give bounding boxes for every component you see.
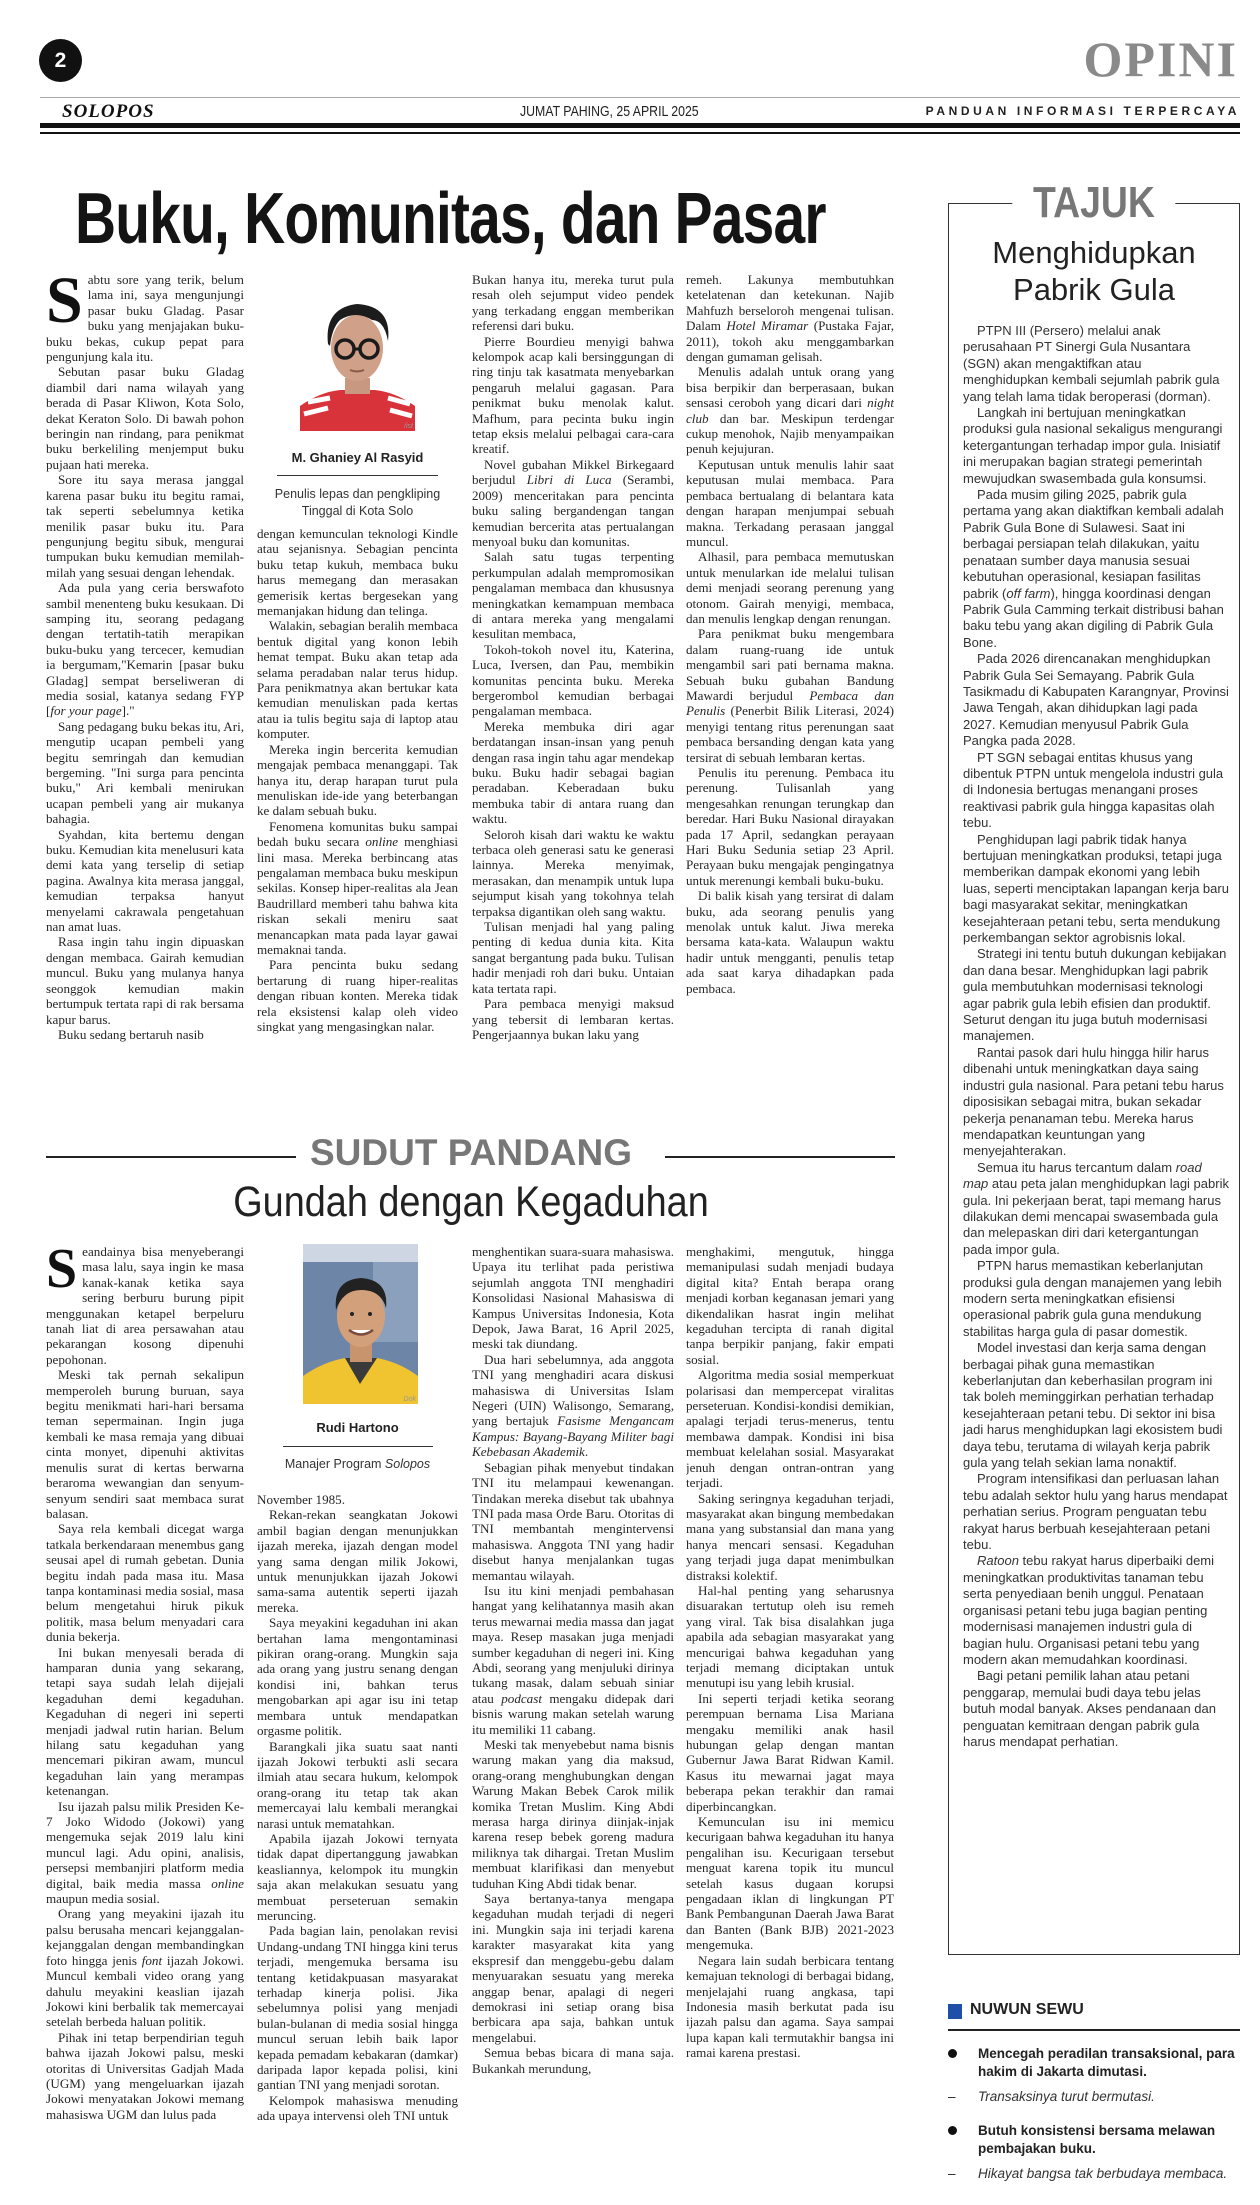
dash-icon: – bbox=[948, 2089, 956, 2104]
italic-text: podcast bbox=[501, 1690, 542, 1706]
paragraph bbox=[963, 323, 1229, 405]
text-run: remeh. Lakunya membutuhkan ketelatenan dan ketekunan. Najib Mahfuzh berseloroh mengenai tulisan. Dalam bbox=[686, 272, 894, 334]
paragraph bbox=[257, 618, 458, 741]
paragraph bbox=[46, 1799, 244, 1907]
text-run: dan bar. Meskipun terdengar cukup menohok, Najib menyampaikan penuh kejujuran. bbox=[686, 410, 894, 457]
photo-credit: /ist bbox=[404, 423, 413, 430]
text-run: ]." bbox=[121, 703, 135, 719]
paragraph bbox=[472, 719, 674, 827]
text-run: Pierre Bourdieu menyigi bahwa kelompok acap kali bersinggungan di ring tinju tak kasatmata menyebarkan pengaruh melalui gagasan. Para penikmat buku menolak kalut. Mafhum, para pecinta buku ingin tetap eksis melalui pelbagai cara-cara kreatif. bbox=[472, 333, 674, 457]
editorial-label: TAJUK bbox=[1012, 180, 1175, 226]
paragraph bbox=[472, 2045, 674, 2076]
text-run: Meski tak pernah sekalipun memperoleh burung buruan, saya begitu menikmati hari-hari bersama teman sepermainan. Ingin juga kembali ke masa remaja yang dibuai cinta monyet, dipenuhi aktivitas menulis surat di kertas berwarna beraroma wewangian dan senyum-senyum sendiri saat membaca surat balasan. bbox=[46, 1367, 244, 1521]
text-run: eandainya bisa menyeberangi masa lalu, saya ingin ke masa kanak-kanak ketika saya sering berburu burung pipit menggunakan ketapel berpeluru tanah liat di area persawahan atau pekarangan kosong dipenuhi pepohonan. bbox=[46, 1244, 244, 1367]
italic-text: Hotel Miramar bbox=[726, 318, 809, 334]
paragraph bbox=[472, 919, 674, 996]
paragraph bbox=[686, 626, 894, 765]
divider bbox=[40, 97, 1240, 98]
paragraph bbox=[963, 1553, 1229, 1668]
divider bbox=[665, 1156, 895, 1158]
text-run: Alhasil, para pembaca memutuskan untuk menularkan ide melalui tulisan demi menjadi seorang perenung yang otonom. Gairah menyigi, membaca, dan menulis lengkap dengan renungan. bbox=[686, 549, 894, 626]
drop-cap: S bbox=[46, 1244, 78, 1300]
text-run: Pada musim giling 2025, pabrik gula pertama yang akan diaktifkan kembali adalah Pabrik Gula Bone di Sulawesi. Saat ini berbagai persiapan telah dilakukan, yaitu penataan sumber daya manusia sesuai kebutuhan operasional, kesiapan fasilitas pabrik ( bbox=[963, 487, 1224, 601]
text-run: abtu sore yang terik, belum lama ini, saya mengunjungi pasar buku Gladag. Pasar buku yang menjajakan buku-buku bekas, cukup pepat para pengunjung kala itu. bbox=[46, 272, 244, 365]
paragraph bbox=[686, 1367, 894, 1490]
paragraph bbox=[472, 457, 674, 549]
paragraph bbox=[257, 819, 458, 958]
italic-text: off farm bbox=[1006, 585, 1051, 601]
nuwun-sewu-reply: – Transaksinya turut bermutasi. bbox=[948, 2089, 1155, 2104]
text-run: Saking seringnya kegaduhan terjadi, masyarakat akan bingung membedakan mana yang substansial dan mana yang hanya mencari sensasi. Kegaduhan yang terjadi juga dapat menimbulkan distraksi kolektif. bbox=[686, 1490, 894, 1583]
text-run: Barangkali jika suatu saat nanti ijazah Jokowi terbukti asli secara ilmiah atau secara hukum, kelompok orang-orang itu tetap tak akan memercayai lalu kembali merangkai narasi untuk mematahkan. bbox=[257, 1738, 458, 1831]
divider bbox=[46, 1156, 296, 1158]
paragraph bbox=[46, 1906, 244, 2029]
paragraph bbox=[686, 765, 894, 888]
paragraph bbox=[257, 1831, 458, 1923]
dash-icon: – bbox=[948, 2166, 956, 2181]
bullet-icon bbox=[948, 2049, 957, 2058]
text-run: Salah satu tugas terpenting perkumpulan adalah mempromosikan pengalaman membaca dan khususnya meningkatkan kemampuan membaca di antara mereka yang mengalami kesulitan membaca, bbox=[472, 549, 674, 642]
text-run: (Serambi, 2009) menceritakan para pencinta buku saling bergandengan tangan kemudian bercerita atas pertualangan menyoal buku dan komunitas. bbox=[472, 472, 674, 549]
paragraph bbox=[963, 1471, 1229, 1553]
text-run: menghakimi, mengutuk, hingga memanipulasi sudah menjadi budaya digital kita? Entah berapa orang menjadi korban keganasan jemari yang dikendalikan hasrat ingin melihat kegaduhan tercipta di ranah digital tanpa berpikir panjang, fakir empati sosial. bbox=[686, 1244, 894, 1367]
text-run: Tulisan menjadi hal yang paling penting di kedua dunia kita. Kita sangat bergantung pada buku. Tulisan hadir menjadi roh dari buku. Untaian kata tertata rapi. bbox=[472, 919, 674, 996]
text-run: Keputusan untuk menulis lahir saat keputusan mulai membaca. Para pembaca bertualang di belantara kata dengan harapan menjumpai sebuah makna. Terkadang perasaan janggal muncul. bbox=[686, 456, 894, 549]
text-run: Pada 2026 direncanakan menghidupkan Pabrik Gula Sei Semayang. Pabrik Gula Tasikmadu di Kabupaten Karangnyar, Provinsi Jawa Tengah, akan dihidupkan lagi pada 2027. Kemudian menyusul Pabrik Gula Pangka pada 2028. bbox=[963, 651, 1229, 749]
nuwun-sewu-item bbox=[948, 2122, 1240, 2158]
divider bbox=[948, 2029, 1240, 2031]
nuwun-sewu-statement: Mencegah peradilan transaksional, para hakim di Jakarta dimutasi. bbox=[978, 2046, 1235, 2079]
italic-text: online bbox=[365, 834, 399, 850]
author-portrait-icon bbox=[303, 1244, 418, 1404]
text-run: PTPN III (Persero) melalui anak perusahaan PT Sinergi Gula Nusantara (SGN) akan mengaktifkan atau menghidupkan kembali sejumlah pabrik gula yang telah lama tidak beroperasi (dorman). bbox=[963, 323, 1220, 404]
text-run: . bbox=[584, 1444, 589, 1460]
text-run: Bukan hanya itu, mereka turut pula resah oleh sejumput video pendek yang terkadang enggan memberikan referensi dari buku. bbox=[472, 272, 674, 334]
text-run: Mereka ingin bercerita kemudian mengajak pembaca menanggapi. Tak hanya itu, derap harapan turut pula menuliskan ide-ide yang beterbangan ke dalam sebuah buku. bbox=[257, 741, 458, 819]
paragraph bbox=[257, 1615, 458, 1738]
nuwun-sewu-statement: Butuh konsistensi bersama melawan pembajakan buku. bbox=[978, 2123, 1216, 2156]
paragraph bbox=[686, 1814, 894, 1953]
text-run: ijazah Jokowi. Muncul kembali video orang yang dahulu meyakini keaslian ijazah Jokowi kini berbalik tak memercayai setelah berbeda haluan politik. bbox=[46, 1952, 244, 2030]
paragraph bbox=[686, 549, 894, 626]
paragraph bbox=[46, 364, 244, 472]
paragraph bbox=[963, 405, 1229, 487]
italic-text: road map bbox=[963, 1159, 1202, 1192]
paragraph bbox=[46, 934, 244, 1026]
text-run: Negara lain sudah berbicara tentang kemajuan teknologi di berbagai bidang, menjelajahi ruang angkasa, tapi Indonesia masih berkutat pada isu ijazah palsu dan agama. Saya sampai lupa kapan kali termutakhir bangsa ini ramai karena prestasi. bbox=[686, 1952, 894, 2061]
paragraph bbox=[686, 457, 894, 549]
text-run: Sebagian pihak menyebut tindakan TNI itu melampaui kewenangan. Tindakan mereka disebut tak ubahnya TNI pada masa Orde Baru. Otoritas di TNI membantah mengintervensi mahasiswa. Anggota TNI yang hadir disebut hanya menjalankan tugas memantau wilayah. bbox=[472, 1459, 674, 1583]
paragraph bbox=[46, 1367, 244, 1521]
text-run: ), hingga koordinasi dengan Pabrik Gula Camming terkait distribusi bahan baku tebu yang akan digiling di Pabrik Gula Bone. bbox=[963, 585, 1224, 650]
text-run: Meski tak menyebebut nama bisnis warung makan yang dia maksud, orang-orang menghubungkan dengan Warung Makan Bebek Carok milik komika Tretan Muslim. King Abdi merasa harga dirinya diinjak-injak karena resep bebek goreng madura miliknya tak dihargai. Tretan Muslim membuat klarifikasi dan menyebut tuduhan King Abdi tidak benar. bbox=[472, 1737, 674, 1891]
italic-text: Ratoon bbox=[977, 1553, 1019, 1569]
italic-text: font bbox=[141, 1952, 163, 1968]
paragraph bbox=[472, 827, 674, 919]
italic-text: night club bbox=[686, 395, 894, 426]
article-column bbox=[46, 272, 244, 1092]
issue-date: JUMAT PAHING, 25 APRIL 2025 bbox=[520, 103, 699, 120]
text-run: menghentikan suara-suara mahasiswa. Upaya itu terlihat pada peristiwa sejumlah anggota TNI menghadiri Konsolidasi Nasional Mahasiswa di Kampus Universitas Indonesia, Kota Depok, Jawa Barat, 16 April 2025, meski tak diundang. bbox=[472, 1244, 674, 1352]
divider bbox=[40, 132, 1240, 134]
nuwun-sewu-item bbox=[948, 2045, 1240, 2081]
text-run: Di balik kisah yang tersirat di dalam buku, ada seorang penulis yang menolak untuk kalut. Jiwa mereka bersama kata-kata. Walaupun waktu hadir untuk mengganti, penulis tetap ada saat karya dihadapkan pada pembaca. bbox=[686, 888, 894, 996]
paragraph bbox=[963, 832, 1229, 947]
text-run: Semua bebas bicara di mana saja. Bukankah merundung, bbox=[472, 2045, 674, 2076]
text-run: Pada bagian lain, penolakan revisi Undang-undang TNI hingga kini terus terjadi, mengemuka bersama isu tentang ketidakpuasan masyarakat terhadap kinerja polisi. Jika sebelumnya polisi yang menjadi bulan-bulanan di media sosial hingga muncul seruan lebih baik lapor kepada pemadam kebakaran (damkar) daripada lapor kepada polisi, kini gantian TNI yang menjadi sorotan. bbox=[257, 1923, 458, 2093]
paragraph bbox=[257, 1492, 458, 1507]
text-run: tebu rakyat harus diperbaiki demi meningkatkan produktivitas tanaman tebu serta penyediaan benih unggul. Penataan organisasi petani tebu juga bagian penting modernisasi manajemen industri gula di bagian hulu. Organisasi petani tebu yang modern akan memudahkan koordinasi. bbox=[963, 1553, 1215, 1667]
text-run: Saya bertanya-tanya mengapa kegaduhan mudah terjadi di negeri ini. Mungkin saja ini terjadi karena karakter masyarakat kita yang ekspresif dan menggebu-gebu dalam menyuarakan sesuatu yang mereka anggap benar, apalagi di negeri demokrasi ini setiap orang bisa berbicara apa saja, bahkan untuk mengelabui. bbox=[472, 1891, 674, 2045]
text-run: Isu ijazah palsu milik Presiden Ke-7 Joko Widodo (Jokowi) yang mengemuka sejak 2019 lalu kini muncul lagi. Adu opini, analisis, persepsi membanjiri platform media digital, baik media massa bbox=[46, 1798, 244, 1891]
text-run: maupun media sosial. bbox=[46, 1891, 160, 1907]
text-run: Apabila ijazah Jokowi ternyata tidak dapat dipertanggung jawabkan keasliannya, kelompok itu mungkin saja akan melakukan sesuatu yang membuat perseteruan semakin meruncing. bbox=[257, 1830, 458, 1923]
paragraph bbox=[472, 642, 674, 719]
photo-credit: Dok bbox=[403, 1396, 416, 1403]
paragraph bbox=[963, 750, 1229, 832]
text-run: Kemunculan isu ini memicu kecurigaan bahwa kegaduhan itu hanya pengalihan isu. Kecurigaan tersebut menguat karena topik itu muncul setelah kasus dugaan korupsi pengadaan iklan di lingkungan PT Bank Pembangunan Daerah Jawa Barat dan Banten (Bank BJB) 2021-2023 mengemuka. bbox=[686, 1814, 894, 1953]
text-run: Ada pula yang ceria berswafoto sambil menenteng buku kesukaan. Di samping itu, seorang pedagang dengan tertatih-tatih merapikan buku-buku yang tercecer, kemudian ia bergumam,"Kemarin [pasar buku Gladag] sempat berseliweran di media sosial, katanya sedang FYP [ bbox=[46, 580, 244, 719]
text-run: Sore itu saya merasa janggal karena pasar buku itu begitu ramai, tak seperti sebelumnya ketika menilik pasar buku itu. Para pengunjung begitu sibuk, mengurai tumpukan buku kemudian memilah-milah yang sesuai dengan lehendak. bbox=[46, 472, 244, 580]
paragraph bbox=[963, 1668, 1229, 1750]
author-role bbox=[257, 486, 458, 520]
paragraph bbox=[963, 1160, 1229, 1258]
article-column bbox=[472, 272, 674, 1092]
text-run: Para pembaca menyigi maksud yang tebersit di lembaran kertas. Pengerjaannya bukan laku yang bbox=[472, 996, 674, 1042]
text-run: Rekan-rekan seangkatan Jokowi ambil bagian dengan menunjukkan ijazah mereka, ijazah dengan model yang sama dengan milik Jokowi, untuk menunjukkan ijazah Jokowi sama-sama autentik seperti ijazah mereka. bbox=[257, 1507, 458, 1615]
paragraph bbox=[963, 1340, 1229, 1471]
text-run: PT SGN sebagai entitas khusus yang dibentuk PTPN untuk mengelola industri gula di Indonesia bertugas menangani proses reaktivasi pabrik gula hingga kapasitas olah tebu. bbox=[963, 749, 1224, 831]
paragraph bbox=[472, 1737, 674, 1891]
italic-text: online bbox=[211, 1875, 244, 1891]
paragraph bbox=[46, 472, 244, 580]
divider bbox=[277, 475, 438, 476]
text-run: Rasa ingin tahu ingin dipuaskan dengan membaca. Gairah kemudian muncul. Buku yang mulanya hanya seonggok kemudian makin bertumpuk tertata rapi di rak bersama kapur barus. bbox=[46, 934, 244, 1027]
text-run: dengan kemunculan teknologi Kindle atau sejanisnya. Sebagian pencinta buku tetap kukuh, membaca buku harus memegang dan merasakan gemerisik kertas bergesekan yang memanjakan hidung dan telinga. bbox=[257, 526, 458, 619]
nuwun-sewu-title: NUWUN SEWU bbox=[970, 2001, 1084, 2018]
author-role bbox=[257, 1456, 458, 1473]
text-run: November 1985. bbox=[257, 1492, 345, 1507]
paragraph bbox=[963, 651, 1229, 749]
text-run: Ini seperti terjadi ketika seorang perempuan bernama Lisa Mariana mengaku memiliki anak hasil hubungan gelap dengan mantan Gubernur Jawa Barat Ridwan Kamil. Kasus itu mewarnai jagat maya beberapa pekan terakhir dan ramai diperbincangkan. bbox=[686, 1690, 894, 1814]
editorial-body bbox=[963, 323, 1229, 1750]
section-title: OPINI bbox=[1083, 31, 1238, 87]
nuwun-sewu-reply: – Hikayat bangsa tak berbudaya membaca. bbox=[948, 2166, 1228, 2181]
divider bbox=[40, 123, 1240, 128]
paragraph bbox=[686, 1491, 894, 1583]
text-run: Sang pedagang buku bekas itu, Ari, mengutip ucapan pembeli yang begitu semringah dan kemudian bergeming. "Ini surga para pencinta buku," Ari kembali menirukan ucapan pembeli yang air mukanya bahagia. bbox=[46, 718, 244, 827]
paragraph bbox=[472, 1352, 674, 1460]
text-run: Ini bukan menyesali berada di hamparan dunia yang sekarang, tetapi saya sudah lelah dijejali kegaduhan demi kegaduhan. Kegaduhan di negeri ini seperti menjadi jadwal rutin harian. Belum hilang satu kegaduhan yang mencemari pikiran awam, muncul kegaduhan lain yang merampas ketenangan. bbox=[46, 1644, 244, 1799]
paragraph bbox=[472, 1460, 674, 1583]
text-run: Algoritma media sosial memperkuat polarisasi dan mempercepat viralitas perseteruan. Kondisi-kondisi demikian, apalagi terjadi terus-menerus, tentu membawa dampak. Kondisi ini bisa membuat kelelahan sosial. Masyarakat jenuh dengan ontran-ontran yang terjadi. bbox=[686, 1367, 894, 1491]
text-run: (Pustaka Fajar, 2011), tokoh aku menggambarkan dengan gumaman gelisah. bbox=[686, 318, 894, 365]
paragraph bbox=[257, 1739, 458, 1831]
paragraph bbox=[963, 1258, 1229, 1340]
text-run: Rantai pasok dari hulu hingga hilir harus dibenahi untuk meningkatkan daya saing industri gula nasional. Para petani tebu harus diposisikan sebagai mitra, bukan sekadar pekerja penanaman tebu. Mereka harus mendapatkan keuntungan yang menyejahterakan. bbox=[963, 1044, 1224, 1159]
italic-text: Pembaca dan Penulis bbox=[686, 687, 894, 719]
article-headline: Buku, Komunitas, dan Pasar bbox=[75, 179, 826, 259]
paragraph bbox=[963, 946, 1229, 1044]
paragraph bbox=[686, 272, 894, 364]
text-run: Semua itu harus tercantum dalam bbox=[977, 1159, 1176, 1175]
paragraph bbox=[257, 1923, 458, 2092]
paragraph bbox=[257, 957, 458, 1034]
text-run: menghiasi lini masa. Mereka berbincang atas pengalaman membaca buku meskipun sekilas. Konsep hiper-realitas ala Jean Baudrillard memberi tahu bahwa kita riskan sekali meniru saat menancapkan mata pada layar gawai memaknai tanda. bbox=[257, 834, 458, 957]
drop-cap: S bbox=[46, 272, 83, 337]
text-run: Bagi petani pemilik lahan atau petani penggarap, memulai budi daya tebu jelas butuh modal banyak. Akses pendanaan dan penguatan kemitraan dengan pabrik gula harus mendapat perhatian. bbox=[963, 1668, 1216, 1749]
paragraph bbox=[257, 526, 458, 618]
paragraph bbox=[257, 1507, 458, 1615]
paragraph bbox=[257, 2093, 458, 2124]
text-run: Sebutan pasar buku Gladag diambil dari nama wilayah yang berada di Pasar Kliwon, Kota Solo, dekat Keraton Solo. Di bawah pohon beringin nan rindang, para penikmat buku berkeliling menjemput buku pujaan hati mereka. bbox=[46, 364, 244, 472]
paragraph bbox=[472, 334, 674, 457]
author-role-line: Tinggal di Kota Solo bbox=[301, 504, 414, 518]
text-run: Mereka membuka diri agar berdatangan insan-insan yang penuh dengan rasa ingin tahu agar mendekap buku. Buku hadir sebagai bagian peradaban. Keberadaan buku membuka tabir di antara ruang dan waktu. bbox=[472, 718, 674, 827]
paragraph bbox=[46, 272, 244, 364]
italic-text: Solopos bbox=[384, 1457, 431, 1471]
text-run: Buku sedang bertaruh nasib bbox=[58, 1026, 204, 1042]
text-run: Penghidupan lagi pabrik tidak hanya bertujuan meningkatkan produksi, tetapi juga memberikan dampak ekonomi yang lebih luas, seperti menciptakan lapangan kerja baru bagi masyarakat sekitar, meningkatkan kesejahteraan petani tebu, serta mendukung perkembangan sektor agrobisnis lokal. bbox=[963, 831, 1229, 946]
paragraph bbox=[46, 827, 244, 935]
text-run: Penulis itu perenung. Pembaca itu perenung. Tulisanlah yang mengesahkan renungan terungkap dan beredar. Hari Buku Nasional dirayakan pada 17 April, sedangkan perayaan Hari Buku Sedunia setiap 23 April. Perayaan buku mengajak pengingatnya untuk merenungi kembali buku-buku. bbox=[686, 765, 894, 888]
text-run: Langkah ini bertujuan meningkatkan produksi gula nasional sekaligus mengurangi ketergantungan terhadap impor gula. Inisiatif ini merupakan bagian strategi pemerintah mewujudkan swasembada gula konsumsi. bbox=[963, 405, 1223, 486]
text-run: Saya meyakini kegaduhan ini akan bertahan lama mengontaminasi pikiran orang-orang. Mungkin saja ada orang yang justru senang dengan kondisi ini, bahkan terus mengobarkan api agar isu ini tetap membara untuk mendapatkan orgasme politik. bbox=[257, 1615, 458, 1739]
article-column bbox=[257, 1492, 458, 2202]
article-column bbox=[686, 1244, 894, 2202]
editorial-title: Menghidupkan Pabrik Gula bbox=[992, 235, 1196, 307]
article-column bbox=[257, 526, 458, 1092]
paragraph bbox=[472, 272, 674, 334]
author-name: Rudi Hartono bbox=[316, 1420, 399, 1435]
paragraph bbox=[686, 1953, 894, 2061]
paragraph bbox=[472, 1583, 674, 1737]
text-run: Model investasi dan kerja sama dengan berbagai pihak guna memastikan keberlanjutan dan keberhasilan program ini tak boleh meminggirkan perhatian terhadap kesejahteraan petani tebu. Di sektor ini bisa jadi harus menghidupkan lagi ekosistem budi daya tebu, terutama di wilayah kerja pabrik gula yang telah sekian lama nonaktif. bbox=[963, 1340, 1223, 1471]
italic-text: for your page bbox=[50, 703, 122, 719]
divider bbox=[283, 1446, 433, 1447]
column-section-label: SUDUT PANDANG bbox=[309, 1132, 633, 1173]
paragraph bbox=[257, 742, 458, 819]
text-run: Orang yang meyakini ijazah itu palsu berusaha mencari kejanggalan-kejanggalan dengan membandingkan foto hingga jenis bbox=[46, 1906, 244, 1968]
text-run: mengaku didepak dari bisnis warung makan setelah warung itu memiliki 11 cabang. bbox=[472, 1690, 674, 1737]
paragraph bbox=[46, 1645, 244, 1799]
paragraph bbox=[686, 1583, 894, 1691]
text-run: Manajer Program bbox=[284, 1457, 385, 1471]
paragraph bbox=[963, 487, 1229, 651]
nuwun-sewu-marker-icon bbox=[948, 2004, 962, 2019]
page-number: 2 bbox=[39, 39, 82, 82]
author-photo bbox=[303, 1244, 418, 1404]
article-headline: Gundah dengan Kegaduhan bbox=[233, 1178, 709, 1226]
author-role-line: Penulis lepas dan pengkliping bbox=[274, 487, 441, 501]
text-run: Kelompok mahasiswa menuding ada upaya intervensi oleh TNI untuk bbox=[257, 2092, 458, 2124]
paragraph bbox=[46, 719, 244, 827]
article-column bbox=[686, 272, 894, 1092]
text-run: Saya rela kembali dicegat warga tatkala berkendaraan menembus gang seusai apel di rumah gebetan. Dunia begitu indah pada masa itu. Masa tanpa kontaminasi media sosial, masa belum mengetahui hiruk pikuk politik, masa belum menyadari cara dunia bekerja. bbox=[46, 1521, 244, 1645]
article-column bbox=[46, 1244, 244, 2202]
text-run: Novel gubahan Mikkel Birkegaard berjudul bbox=[472, 456, 674, 488]
text-run: Walakin, sebagian beralih membaca bentuk digital yang konon lebih hemat tempat. Buku akan tetap ada selama peradaban nalar terus hidup. Para penikmatnya akan bertukar kata kemudian menuliskan pada kertas atau ia tulis begitu saja di laptop atau komputer. bbox=[257, 618, 458, 742]
text-run: Syahdan, kita bertemu dengan buku. Kemudian kita menelusuri kata demi kata yang terselip di setiap pagina. Awalnya kita merasa janggal, kemudian terpaksa hanyut menyelami cakrawala pengetahuan nan amat luas. bbox=[46, 826, 244, 935]
text-run: Strategi ini tentu butuh dukungan kebijakan dan dana besar. Menghidupkan lagi pabrik gula membutuhkan modernisasi teknologi agar pabrik gula lebih efisien dan produktif. Seturut dengan itu juga butuh modernisasi manajemen. bbox=[963, 946, 1227, 1044]
paragraph bbox=[686, 888, 894, 996]
paragraph bbox=[472, 1891, 674, 2045]
author-photo bbox=[300, 286, 415, 431]
text-run: Para pencinta buku sedang bertarung di ruang hiper-realitas dengan ribuan konten. Mereka tidak rela eksistensi kalap oleh video singkat yang mengasingkan nalar. bbox=[257, 957, 458, 1034]
paragraph bbox=[472, 1244, 674, 1352]
paragraph bbox=[686, 364, 894, 456]
paragraph bbox=[46, 2030, 244, 2122]
paragraph bbox=[46, 580, 244, 719]
paragraph bbox=[46, 1244, 244, 1367]
author-portrait-icon bbox=[300, 286, 415, 431]
text-run: Menulis adalah untuk orang yang bisa berpikir dan berperasaan, bukan sensasi ceroboh yang dicari dari bbox=[686, 364, 894, 411]
paragraph bbox=[46, 1521, 244, 1644]
text-run: Para penikmat buku mengembara dalam ruang-ruang ide untuk mengambil sari pati bernama makna. Sebuah buku gubahan Bandung Mawardi berjudul bbox=[686, 626, 894, 703]
text-run: Hal-hal penting yang seharusnya disuarakan tertutup oleh isu remeh yang viral. Tak bisa disalahkan juga apabila ada sebagian masyarakat yang mencurigai bahwa kegaduhan yang terjadi memang diciptakan untuk menutupi isu yang lebih krusial. bbox=[686, 1582, 894, 1691]
text-run: PTPN harus memastikan keberlanjutan produksi gula dengan manajemen yang lebih modern serta meningkatkan efisiensi operasional pabrik gula guna mendukung stabilitas harga gula di pasar domestik. bbox=[963, 1258, 1222, 1339]
editorial-box bbox=[948, 178, 1240, 1955]
text-run: Pihak ini tetap berpendirian teguh bahwa ijazah Jokowi palsu, meski otoritas di Universitas Gadjah Mada (UGM) yang mengeluarkan ijazah Jokowi menyatakan Jokowi memang mahasiswa UGM dan lulus pada bbox=[46, 2029, 244, 2122]
article-column bbox=[472, 1244, 674, 2202]
paragraph bbox=[686, 1244, 894, 1367]
paragraph bbox=[686, 1691, 894, 1814]
text-run: Seloroh kisah dari waktu ke waktu terbaca oleh generasi satu ke generasi lainnya. Mereka menyimak, merasakan, dan menampik untuk lupa sejumput kisah yang tokohnya telah terpaksa digantikan oleh sang waktu. bbox=[472, 826, 674, 919]
bullet-icon bbox=[948, 2126, 957, 2135]
paragraph bbox=[46, 1027, 244, 1042]
tagline: PANDUAN INFORMASI TERPERCAYA bbox=[925, 104, 1240, 118]
text-run: Dua hari sebelumnya, ada anggota TNI yang menghadiri acara diskusi mahasiswa di Universitas Islam Negeri (UIN) Walisongo, Semarang, yang bertajuk bbox=[472, 1351, 674, 1429]
text-run: atau peta jalan menghidupkan lagi pabrik gula. Ini pekerjaan berat, tapi memang harus dilakukan demi mencapai swasembada gula dan melepaskan diri dari ketergantungan pada impor gula. bbox=[963, 1176, 1229, 1257]
text-run: Isu itu kini menjadi pembahasan hangat yang kelihatannya masih akan terus mewarnai media massa dan jagat maya. Resep masakan juga menjadi sumber kegaduhan di negeri ini. King Abdi, seorang yang menjuluki dirinya tukang masak, dalam sebuah siniar atau bbox=[472, 1582, 674, 1706]
paragraph bbox=[472, 549, 674, 641]
text-run: (Penerbit Bilik Literasi, 2024) menyigi tentang ritus perenungan saat pembaca bersanding dengan kata yang tersirat di sebuah lembaran kertas. bbox=[686, 703, 894, 765]
newspaper-logo: SOLOPOS bbox=[62, 101, 155, 122]
paragraph bbox=[472, 996, 674, 1042]
text-run: Fenomena komunitas buku sampai bedah buku secara bbox=[257, 818, 458, 850]
italic-text: Fasisme Mengancam Kampus: Bayang-Bayang Militer bagi Kebebasan Akademik bbox=[472, 1413, 674, 1460]
author-name: M. Ghaniey Al Rasyid bbox=[291, 450, 424, 465]
text-run: Tokoh-tokoh novel itu, Katerina, Luca, Iversen, dan Pau, membikin komunitas pencinta buku. Mereka bergerombol kemudian berbagai pengalaman membaca. bbox=[472, 641, 674, 719]
paragraph bbox=[963, 1045, 1229, 1160]
text-run: Program intensifikasi dan perluasan lahan tebu adalah sektor hulu yang harus mendapat perhatian serius. Program penguatan tebu rakyat harus berbuah kesejahteraan petani tebu. bbox=[963, 1471, 1228, 1553]
italic-text: Libri di Luca bbox=[526, 472, 612, 488]
